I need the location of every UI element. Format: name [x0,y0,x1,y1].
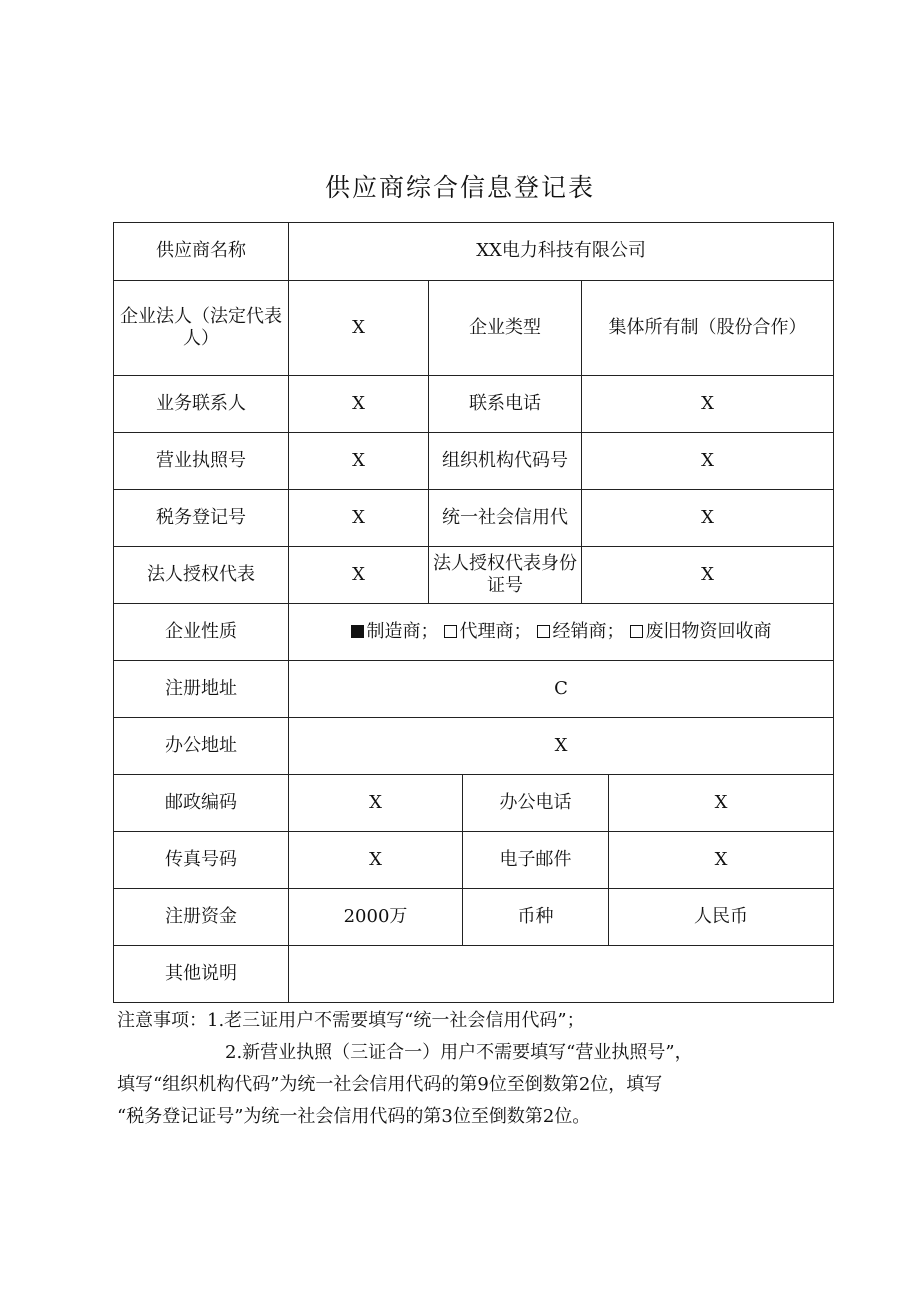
notes-section [117,1005,817,1133]
contact-phone-value: X [582,376,834,433]
contact-phone-label: 联系电话 [429,376,582,433]
org-code-label: 组织机构代码号 [429,433,582,490]
credit-code-value: X [582,490,834,547]
tax-reg-value: X [289,490,429,547]
table-row [114,223,834,281]
reg-capital-label: 注册资金 [114,889,289,946]
credit-code-label: 统一社会信用代 [429,490,582,547]
supplier-info-table [113,222,834,1003]
currency-label: 币种 [463,889,609,946]
enterprise-type-label: 企业类型 [429,281,582,376]
enterprise-type-value: 集体所有制（股份合作） [582,281,834,376]
office-phone-value: X [609,775,834,832]
org-code-value: X [582,433,834,490]
supplier-name-label: 供应商名称 [114,223,289,281]
business-license-value: X [289,433,429,490]
rep-id-value: X [582,547,834,604]
note-line-3: 填写“组织机构代码”为统一社会信用代码的第9位至倒数第2位，填写 [117,1074,663,1095]
other-value [289,946,834,1003]
nature-options [289,604,834,661]
currency-value: 人民币 [609,889,834,946]
nature-option-manufacturer[interactable]: 制造商； [351,621,439,642]
table-row [114,889,834,946]
rep-id-label: 法人授权代表身份证号 [429,547,582,604]
office-address-label: 办公地址 [114,718,289,775]
contact-person-label: 业务联系人 [114,376,289,433]
checkbox-empty-icon [630,625,643,638]
nature-option-distributor[interactable]: 经销商； [532,621,625,642]
office-address-value: X [289,718,834,775]
table-row [114,718,834,775]
table-row [114,376,834,433]
table-row [114,661,834,718]
checkbox-empty-icon [444,625,457,638]
legal-person-label: 企业法人（法定代表人） [114,281,289,376]
table-row [114,775,834,832]
table-row [114,490,834,547]
table-row [114,433,834,490]
authorized-rep-value: X [289,547,429,604]
contact-person-value: X [289,376,429,433]
note-line-2: 2.新营业执照（三证合一）用户不需要填写“营业执照号”， [225,1042,693,1063]
business-license-label: 营业执照号 [114,433,289,490]
reg-address-value: C [289,661,834,718]
legal-person-value: X [289,281,429,376]
email-value: X [609,832,834,889]
checkbox-checked-icon [351,625,364,638]
nature-option-recycler[interactable]: 废旧物资回收商 [625,621,772,642]
nature-option-agent[interactable]: 代理商； [439,621,532,642]
note-line-1: 注意事项：1.老三证用户不需要填写“统一社会信用代码”； [117,1010,585,1031]
authorized-rep-label: 法人授权代表 [114,547,289,604]
nature-label: 企业性质 [114,604,289,661]
table-row [114,281,834,376]
checkbox-empty-icon [537,625,550,638]
table-row [114,547,834,604]
table-row [114,604,834,661]
form-title: 供应商综合信息登记表 [324,173,595,202]
reg-address-label: 注册地址 [114,661,289,718]
other-label: 其他说明 [114,946,289,1003]
supplier-name-value: XX电力科技有限公司 [289,223,834,281]
tax-reg-label: 税务登记号 [114,490,289,547]
office-phone-label: 办公电话 [463,775,609,832]
fax-value: X [289,832,463,889]
postal-code-label: 邮政编码 [114,775,289,832]
table-row [114,946,834,1003]
reg-capital-value: 2000万 [289,889,463,946]
email-label: 电子邮件 [463,832,609,889]
postal-code-value: X [289,775,463,832]
note-line-4: “税务登记证号”为统一社会信用代码的第3位至倒数第2位。 [117,1106,591,1127]
table-row [114,832,834,889]
fax-label: 传真号码 [114,832,289,889]
